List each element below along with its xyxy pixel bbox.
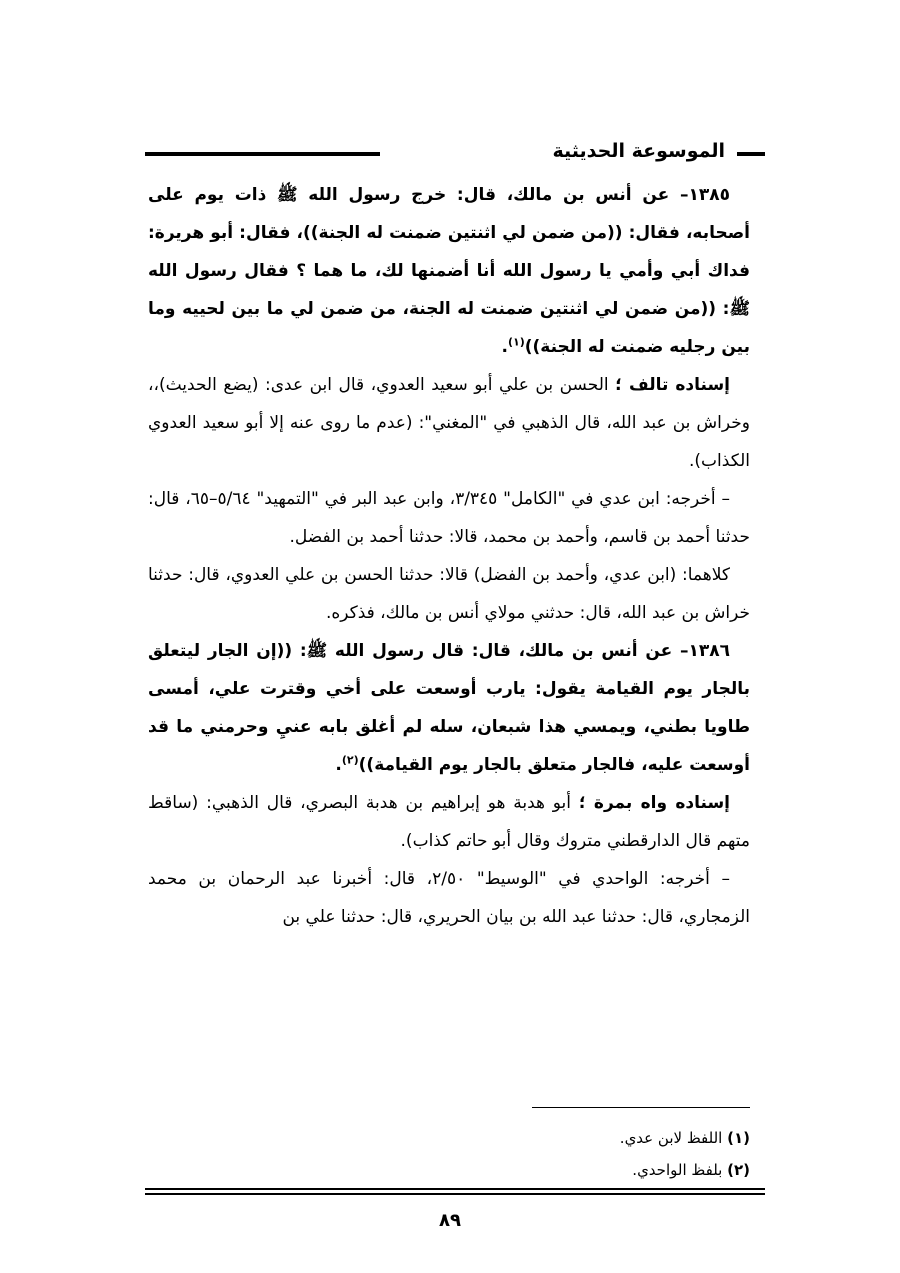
takhrij-1386: – أخرجه: الواحدي في "الوسيط" ٢/٥٠، قال: أخبرنا عبد الرحمان بن محمد الزمجاري، قال: حدثنا عبد الله بن بيان الحريري، قال: حدثنا علي بن xyxy=(148,869,750,927)
header-rule-right xyxy=(737,152,765,156)
footnote-ref-2: (٢) xyxy=(341,753,359,767)
footnote-2-mark: (٢) xyxy=(727,1161,750,1179)
hadith-1385 xyxy=(148,176,750,366)
footnote-1 xyxy=(148,1122,750,1154)
isnad-1386-text: أبو هدبة هو إبراهيم بن هدبة البصري، قال الذهبي: (ساقط متهم قال الدارقطني متروك وقال أبو حاتم كذاب). xyxy=(148,793,750,851)
hadith-1386-text: ١٣٨٦– عن أنس بن مالك، قال: قال رسول الله ﷺ: ((إن الجار ليتعلق بالجار يوم القيامة يقول: يارب أوسعت على أخي وقترت علي، أمسى طاويا بطني، ويمسي هذا شبعان، سله لم أغلق بابه عنيِ وحرمني ما قد أوسعت عليه، فالجار متعلق بالجار يوم القيامة)) xyxy=(148,641,750,775)
footnote-separator xyxy=(532,1107,750,1108)
hadith-1386-end: . xyxy=(335,755,342,775)
footnotes xyxy=(148,1122,750,1186)
footnote-2-text: بلفظ الواحدي. xyxy=(632,1161,723,1179)
footnote-1-mark: (١) xyxy=(727,1129,750,1147)
page-number: ٨٩ xyxy=(439,1210,461,1231)
hadith-1385-end: . xyxy=(501,337,508,357)
hadith-1386 xyxy=(148,632,750,784)
isnad-1385-text: الحسن بن علي أبو سعيد العدوي، قال ابن عدى: (يضع الحديث)،، وخراش بن عبد الله، قال الذهبي في "المغني": (عدم ما روى عنه إلا أبو سعيد العدوي الكذاب). xyxy=(148,375,750,471)
isnad-1386-label: إسناده واه بمرة ؛ xyxy=(578,793,730,813)
footnote-2 xyxy=(148,1154,750,1186)
header-rule-left xyxy=(145,152,380,156)
hadith-1385-text: ١٣٨٥– عن أنس بن مالك، قال: خرج رسول الله ﷺ ذات يوم على أصحابه، فقال: ((من ضمن لي اثنتين ضمنت له الجنة))، فقال: أبو هريرة: فداك أبي وأمي يا رسول الله أنا أضمنها لك، ما هما ؟ فقال رسول الله ﷺ: ((من ضمن لي اثنتين ضمنت له الجنة، من ضمن لي ما بين لحييه وما بين رجليه ضمنت له الجنة)) xyxy=(148,185,750,357)
isnad-1385 xyxy=(148,366,750,480)
main-text xyxy=(148,176,750,936)
page-header xyxy=(145,140,765,172)
isnad-1385-label: إسناده تالف ؛ xyxy=(615,375,730,395)
footer-rule xyxy=(145,1188,765,1195)
isnad-1386 xyxy=(148,784,750,860)
running-title: الموسوعة الحديثية xyxy=(552,140,725,162)
footnote-1-text: اللفظ لابن عدي. xyxy=(619,1129,723,1147)
chain-1385: كلاهما: (ابن عدي، وأحمد بن الفضل) قالا: حدثنا الحسن بن علي العدوي، قال: حدثنا خراش بن عبد الله، قال: حدثني مولاي أنس بن مالك، فذكره. xyxy=(148,565,750,623)
footnote-ref-1: (١) xyxy=(507,335,525,349)
takhrij-1385: – أخرجه: ابن عدي في "الكامل" ٣/٣٤٥، وابن عبد البر في "التمهيد" ٥/٦٤–٦٥، قال: حدثنا أحمد بن قاسم، وأحمد بن محمد، قالا: حدثنا أحمد بن الفضل. xyxy=(148,489,750,547)
